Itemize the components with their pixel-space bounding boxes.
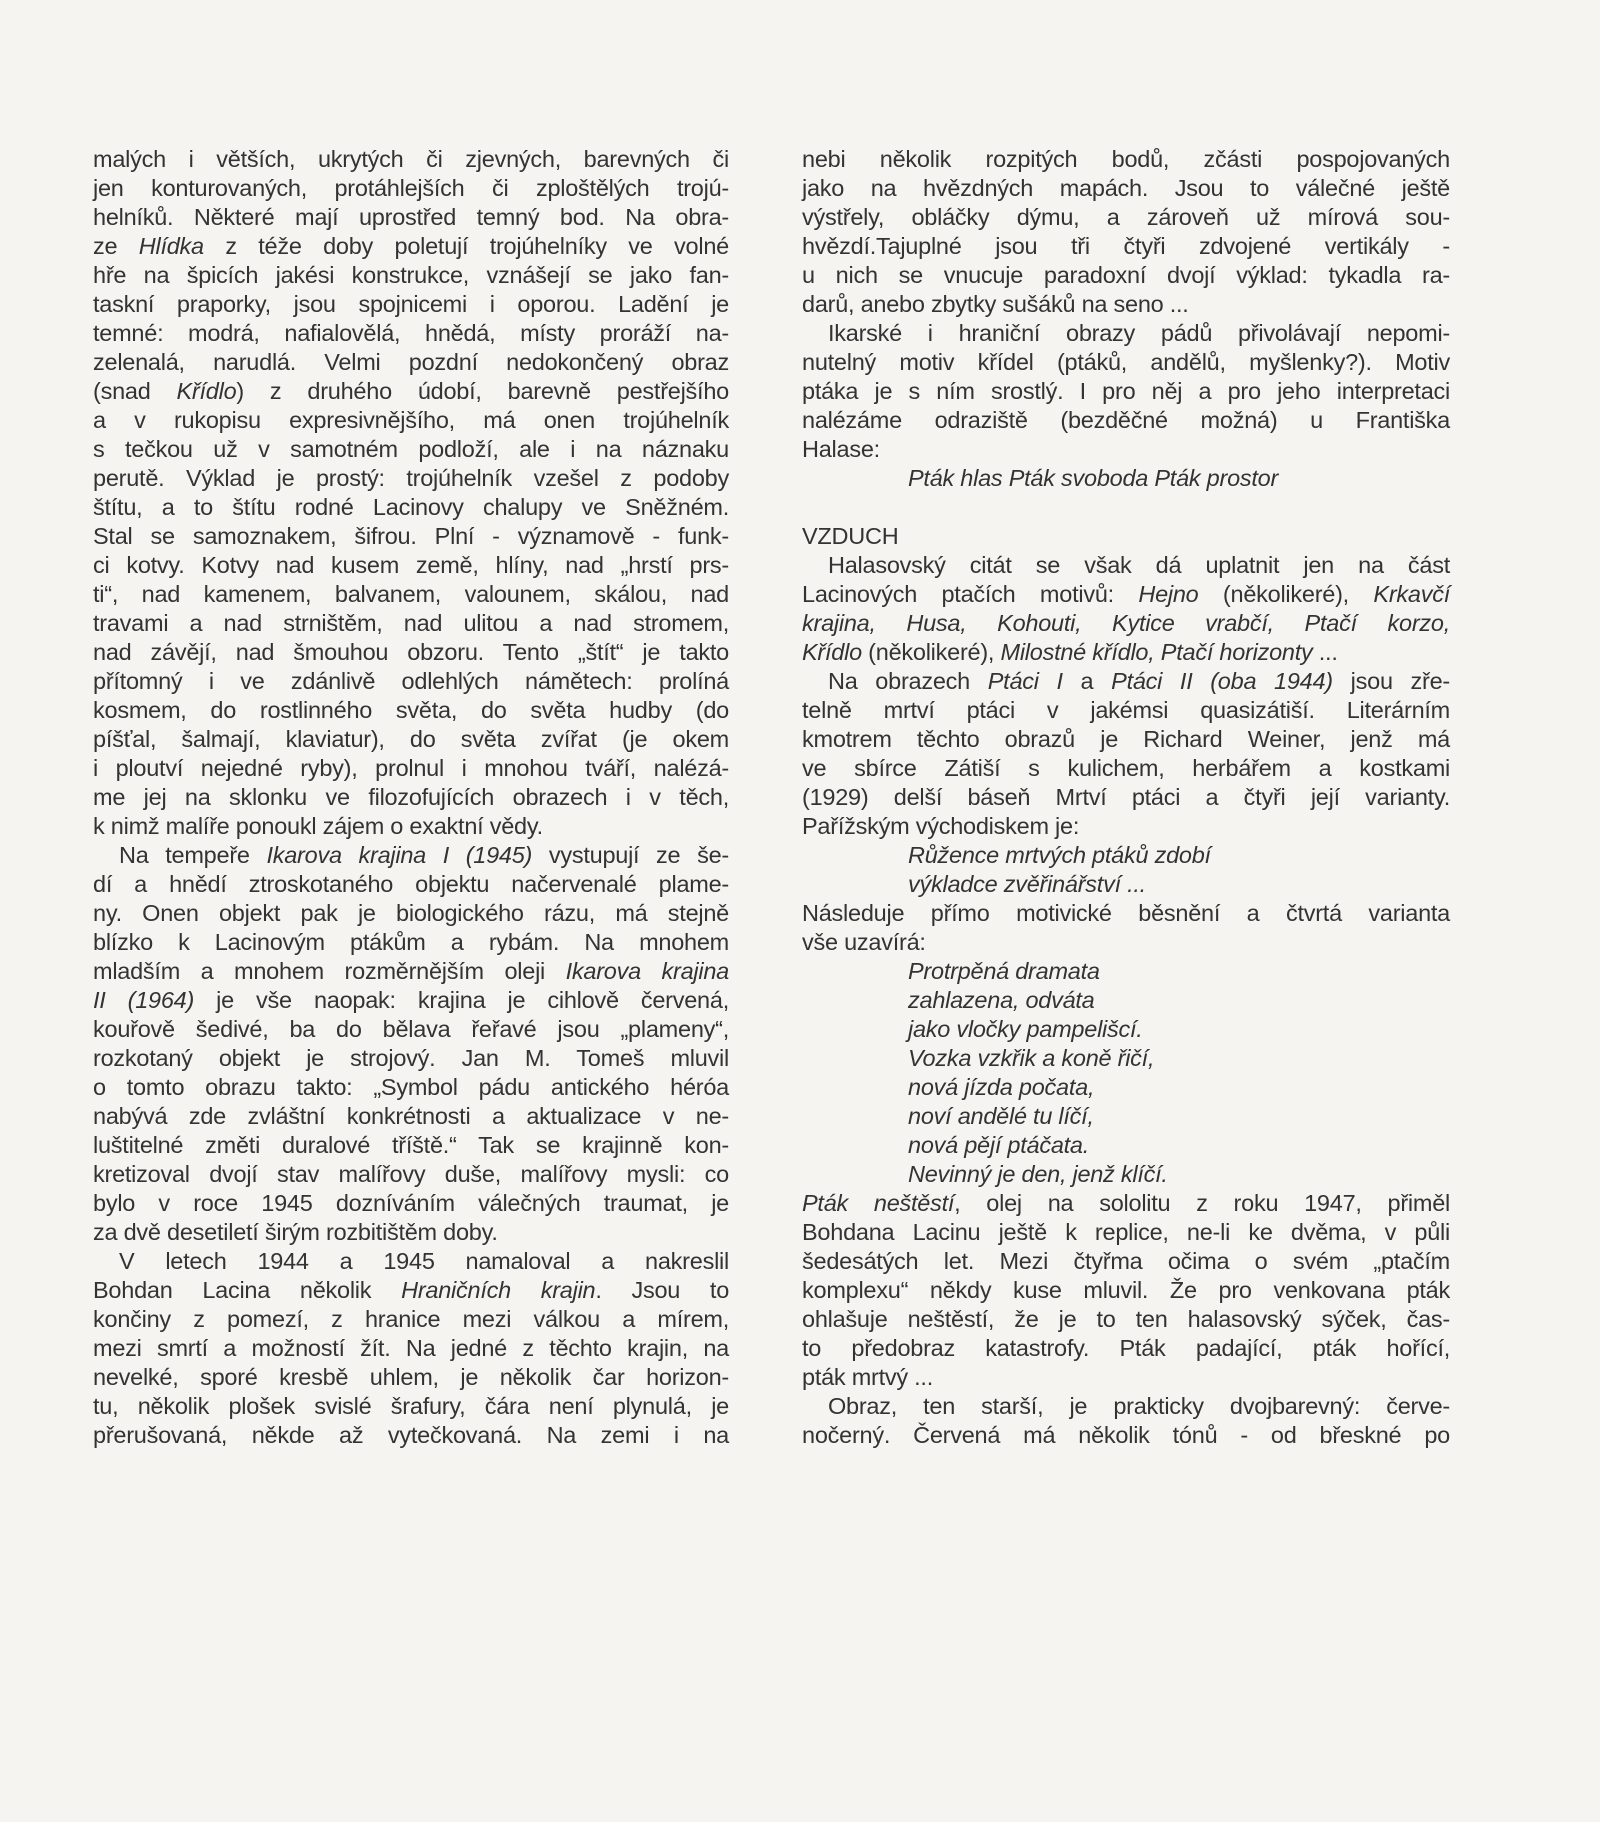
text-line [93, 493, 729, 522]
body-text: Pařížským východiskem je: [802, 813, 1080, 839]
verse-line [802, 1131, 1450, 1160]
body-text: helníků. Některé mají uprostřed temný bod. Na obra- [93, 204, 729, 230]
body-text: a [1062, 668, 1112, 694]
text-line [802, 899, 1450, 928]
text-line [802, 348, 1450, 377]
body-text: kmotrem těchto obrazů je Richard Weiner, jenž má [802, 726, 1450, 752]
body-text: nebi několik rozpitých bodů, zčásti pospojovaných [802, 146, 1450, 172]
text-line [802, 638, 1450, 667]
text-line [93, 870, 729, 899]
body-text: (několikeré), [861, 639, 1001, 665]
body-text: je vše naopak: krajina je cihlově červená, [194, 987, 729, 1013]
body-text: telně mrtví ptáci v jakémsi quasizátiší. Literárním [802, 697, 1450, 723]
body-text: ti“, nad kamenem, balvanem, valounem, skálou, nad [93, 581, 729, 607]
body-text: (několikeré), [1198, 581, 1374, 607]
text-line [802, 1189, 1450, 1218]
body-text: Na tempeře [119, 842, 267, 868]
blank-line [802, 493, 1450, 522]
text-line [802, 696, 1450, 725]
text-line [802, 1334, 1450, 1363]
body-text: Následuje přímo motivické běsnění a čtvrtá varianta [802, 900, 1450, 926]
text-line [93, 406, 729, 435]
italic-title-text: Růžence mrtvých ptáků zdobí [908, 842, 1211, 868]
italic-title-text: krajina, Husa, Kohouti, Kytice vrabčí, Ptačí korzo, [802, 610, 1450, 636]
text-line [93, 145, 729, 174]
italic-title-text: Ptáci II (oba 1944) [1111, 668, 1333, 694]
body-text: taskní praporky, jsou spojnicemi i oporou. Ladění je [93, 291, 729, 317]
body-text: Na obrazech [828, 668, 988, 694]
body-text: šedesátých let. Mezi čtyřma očima o svém „ptačím [802, 1248, 1450, 1274]
body-text: přítomný i ve zdánlivě odlehlých námětech: prolíná [93, 668, 729, 694]
text-line [802, 667, 1450, 696]
body-text: komplexu“ někdy kuse mluvil. Že pro venkovana pták [802, 1277, 1450, 1303]
body-text: vše uzavírá: [802, 929, 926, 955]
body-text: ptáka je s ním srostlý. I pro něj a pro jeho interpretaci [802, 378, 1450, 404]
text-line [93, 812, 729, 841]
text-line [93, 348, 729, 377]
left-text-column [93, 145, 729, 1450]
text-line [802, 754, 1450, 783]
text-line [93, 580, 729, 609]
body-text: ) z druhého údobí, barevně pestřejšího [236, 378, 729, 404]
body-text: dí a hnědí ztroskotaného objektu načervenalé plame- [93, 871, 729, 897]
text-line [802, 522, 1450, 551]
text-line [802, 1392, 1450, 1421]
body-text: nabývá zde zvláštní konkrétnosti a aktualizace v ne- [93, 1103, 729, 1129]
body-text: nočerný. Červená má několik tónů - od břeskné po [802, 1422, 1450, 1448]
italic-title-text: Nevinný je den, jenž klíčí. [908, 1161, 1168, 1187]
text-line [802, 261, 1450, 290]
body-text: štítu, a to štítu rodné Lacinovy chalupy ve Sněžném. [93, 494, 729, 520]
body-text: darů, anebo zbytky sušáků na seno ... [802, 291, 1189, 317]
body-text: ci kotvy. Kotvy nad kusem země, hlíny, nad „hrstí prs- [93, 552, 729, 578]
text-line [93, 841, 729, 870]
text-line [93, 1363, 729, 1392]
italic-title-text: jako vločky pampelišcí. [908, 1016, 1143, 1042]
text-line [93, 203, 729, 232]
text-line [93, 1015, 729, 1044]
italic-title-text: Hraničních krajin [401, 1277, 596, 1303]
text-line [802, 783, 1450, 812]
verse-line [802, 870, 1450, 899]
text-line [802, 812, 1450, 841]
body-text: ze [93, 233, 139, 259]
text-line [802, 928, 1450, 957]
body-text: Bohdana Lacinu ještě k replice, ne-li ke dvěma, v půli [802, 1219, 1450, 1245]
text-line [93, 696, 729, 725]
text-line [802, 1305, 1450, 1334]
body-text: ohlašuje neštěstí, že je to ten halasovský sýček, čas- [802, 1306, 1450, 1332]
text-line [802, 203, 1450, 232]
text-line [802, 290, 1450, 319]
italic-title-text: Křídlo [802, 639, 862, 665]
body-text: bylo v roce 1945 dozníváním válečných traumat, je [93, 1190, 729, 1216]
text-line [802, 1421, 1450, 1450]
body-text: VZDUCH [802, 523, 899, 549]
text-line [93, 377, 729, 406]
verse-line [802, 1102, 1450, 1131]
body-text: ve sbírce Zátiší s kulichem, herbářem a kostkami [802, 755, 1450, 781]
body-text: nalézáme odraziště (bezděčné možná) u Františka [802, 407, 1450, 433]
body-text: . Jsou to [595, 1277, 730, 1303]
body-text: vystupují ze še- [532, 842, 729, 868]
text-line [93, 232, 729, 261]
body-text: Bohdan Lacina několik [93, 1277, 402, 1303]
body-text: jen konturovaných, protáhlejších či zploštělých trojú- [93, 175, 729, 201]
body-text: jsou zře- [1332, 668, 1450, 694]
text-line [802, 1363, 1450, 1392]
body-text: Halasovský citát se však dá uplatnit jen na část [828, 552, 1450, 578]
text-line [93, 609, 729, 638]
body-text: ny. Onen objekt pak je biologického rázu, má stejně [93, 900, 729, 926]
text-line [93, 1421, 729, 1450]
body-text: ... [1312, 639, 1338, 665]
italic-title-text: Křídlo [176, 378, 237, 404]
italic-title-text: Krkavčí [1373, 581, 1450, 607]
text-line [93, 638, 729, 667]
text-line [93, 290, 729, 319]
text-line [802, 609, 1450, 638]
text-line [93, 928, 729, 957]
body-text: V letech 1944 a 1945 namaloval a nakreslil [119, 1248, 729, 1274]
italic-title-text: Ikarova krajina I (1945) [266, 842, 533, 868]
text-line [93, 1276, 729, 1305]
text-line [802, 145, 1450, 174]
verse-line [802, 1044, 1450, 1073]
text-line [93, 1305, 729, 1334]
text-line [93, 899, 729, 928]
italic-title-text: výkladce zvěřinářství ... [908, 871, 1146, 897]
body-text: výstřely, obláčky dýmu, a zároveň už mírová sou- [802, 204, 1450, 230]
verse-line [802, 1073, 1450, 1102]
text-line [93, 1160, 729, 1189]
italic-title-text: Protrpěná dramata [908, 958, 1100, 984]
body-text: přerušovaná, někde až vytečkovaná. Na zemi i na [93, 1422, 729, 1448]
text-line [93, 1131, 729, 1160]
body-text: pták mrtvý ... [802, 1364, 933, 1390]
text-line [93, 319, 729, 348]
italic-title-text: Hejno [1138, 581, 1199, 607]
italic-title-text: zahlazena, odváta [908, 987, 1095, 1013]
body-text: kretizoval dvojí stav malířovy duše, malířovy mysli: co [93, 1161, 729, 1187]
text-line [93, 1392, 729, 1421]
body-text: Stal se samoznakem, šifrou. Plní - významově - funk- [93, 523, 729, 549]
text-line [802, 406, 1450, 435]
text-line [93, 986, 729, 1015]
body-text: Obraz, ten starší, je prakticky dvojbarevný: červe- [828, 1393, 1450, 1419]
italic-title-text: Pták neštěstí [802, 1190, 955, 1216]
italic-title-text: nová jízda počata, [908, 1074, 1095, 1100]
body-text: malých i větších, ukrytých či zjevných, barevných či [93, 146, 729, 172]
text-line [802, 377, 1450, 406]
body-text: travami a nad strništěm, nad ulitou a nad stromem, [93, 610, 729, 636]
text-line [93, 1189, 729, 1218]
text-line [93, 551, 729, 580]
body-text: Halase: [802, 436, 880, 462]
body-text: i ploutví nejedné ryby), prolnul i mnohou tváří, nalézá- [93, 755, 729, 781]
body-text: kouřově šedivé, ba do bělava řeřavé jsou „plameny“, [93, 1016, 729, 1042]
body-text: Lacinových ptačích motivů: [802, 581, 1139, 607]
body-text: mladším a mnohem rozměrnějším oleji [93, 958, 566, 984]
text-line [802, 435, 1450, 464]
body-text: perutě. Výklad je prostý: trojúhelník vzešel z podoby [93, 465, 729, 491]
text-line [802, 725, 1450, 754]
verse-line [802, 1015, 1450, 1044]
text-line [802, 319, 1450, 348]
text-line [802, 1218, 1450, 1247]
body-text: temné: modrá, nafialovělá, hnědá, místy proráží na- [93, 320, 729, 346]
text-line [93, 435, 729, 464]
body-text: (1929) delší báseň Mrtví ptáci a čtyři její varianty. [802, 784, 1450, 810]
italic-title-text: Hlídka [138, 233, 204, 259]
italic-title-text: Milostné křídlo, Ptačí horizonty [1000, 639, 1313, 665]
body-text: to předobraz katastrofy. Pták padající, pták hořící, [802, 1335, 1450, 1361]
body-text: nad závějí, nad šmouhou obzoru. Tento „štít“ je takto [93, 639, 729, 665]
text-line [802, 551, 1450, 580]
text-line [93, 1334, 729, 1363]
body-text: jako na hvězdných mapách. Jsou to válečné ještě [802, 175, 1450, 201]
italic-title-text: II (1964) [93, 987, 195, 1013]
body-text: za dvě desetiletí širým rozbitištěm doby. [93, 1219, 498, 1245]
body-text: a v rukopisu expresivnějšího, má onen trojúhelník [93, 407, 729, 433]
body-text: blízko k Lacinovým ptákům a rybám. Na mnohem [93, 929, 729, 955]
text-line [802, 580, 1450, 609]
body-text: o tomto obrazu takto: „Symbol pádu antického héróa [93, 1074, 729, 1100]
body-text: Ikarské i hraniční obrazy pádů přivolávají nepomi- [828, 320, 1450, 346]
body-text: hře na špicích jakési konstrukce, vznášejí se jako fan- [93, 262, 729, 288]
body-text: u nich se vnucuje paradoxní dvojí výklad: tykadla ra- [802, 262, 1450, 288]
body-text: me jej na sklonku ve filozofujících obrazech i v těch, [93, 784, 729, 810]
text-line [93, 464, 729, 493]
body-text: píšťal, šalmají, klaviatur), do světa zvířat (je okem [93, 726, 729, 752]
italic-title-text: Ptáci I [987, 668, 1063, 694]
body-text: kosmem, do rostlinného světa, do světa hudby (do [93, 697, 729, 723]
verse-line [802, 986, 1450, 1015]
text-line [93, 1218, 729, 1247]
body-text: končiny z pomezí, z hranice mezi válkou a mírem, [93, 1306, 729, 1332]
italic-title-text: Pták hlas Pták svoboda Pták prostor [908, 465, 1279, 491]
text-line [93, 725, 729, 754]
verse-line [802, 841, 1450, 870]
text-line [93, 1044, 729, 1073]
body-text: rozkotaný objekt je strojový. Jan M. Tomeš mluvil [93, 1045, 729, 1071]
body-text: hvězdí.Tajuplné jsou tři čtyři zdvojené vertikály - [802, 233, 1450, 259]
text-line [802, 1247, 1450, 1276]
body-text: mezi smrtí a možností žít. Na jedné z těchto krajin, na [93, 1335, 729, 1361]
text-line [93, 1102, 729, 1131]
body-text: k nimž malíře ponoukl zájem o exaktní vědy. [93, 813, 543, 839]
text-line [802, 1276, 1450, 1305]
body-text: nevelké, sporé kresbě uhlem, je několik čar horizon- [93, 1364, 729, 1390]
body-text: (snad [93, 378, 177, 404]
text-line [93, 667, 729, 696]
italic-title-text: nová pějí ptáčata. [908, 1132, 1090, 1158]
verse-line [802, 464, 1450, 493]
text-line [93, 1247, 729, 1276]
italic-title-text: Ikarova krajina [565, 958, 729, 984]
body-text: s tečkou už v samotném podloží, ale i na náznaku [93, 436, 729, 462]
text-line [802, 232, 1450, 261]
italic-title-text: noví andělé tu líčí, [908, 1103, 1094, 1129]
body-text: tu, několik plošek svislé šrafury, čára není plynulá, je [93, 1393, 729, 1419]
body-text: zelenalá, narudlá. Velmi pozdní nedokončený obraz [93, 349, 729, 375]
text-line [93, 957, 729, 986]
text-line [93, 174, 729, 203]
text-line [93, 261, 729, 290]
body-text: luštitelné změti duralové tříště.“ Tak se krajinně kon- [93, 1132, 729, 1158]
text-line [93, 522, 729, 551]
text-line [93, 1073, 729, 1102]
body-text: z téže doby poletují trojúhelníky ve volné [203, 233, 729, 259]
text-line [93, 783, 729, 812]
body-text: nutelný motiv křídel (ptáků, andělů, myšlenky?). Motiv [802, 349, 1450, 375]
right-text-column [802, 145, 1450, 1450]
text-line [93, 754, 729, 783]
body-text: , olej na sololitu z roku 1947, přiměl [954, 1190, 1450, 1216]
verse-line [802, 1160, 1450, 1189]
italic-title-text: Vozka vzkřik a koně řičí, [908, 1045, 1155, 1071]
text-line [802, 174, 1450, 203]
verse-line [802, 957, 1450, 986]
